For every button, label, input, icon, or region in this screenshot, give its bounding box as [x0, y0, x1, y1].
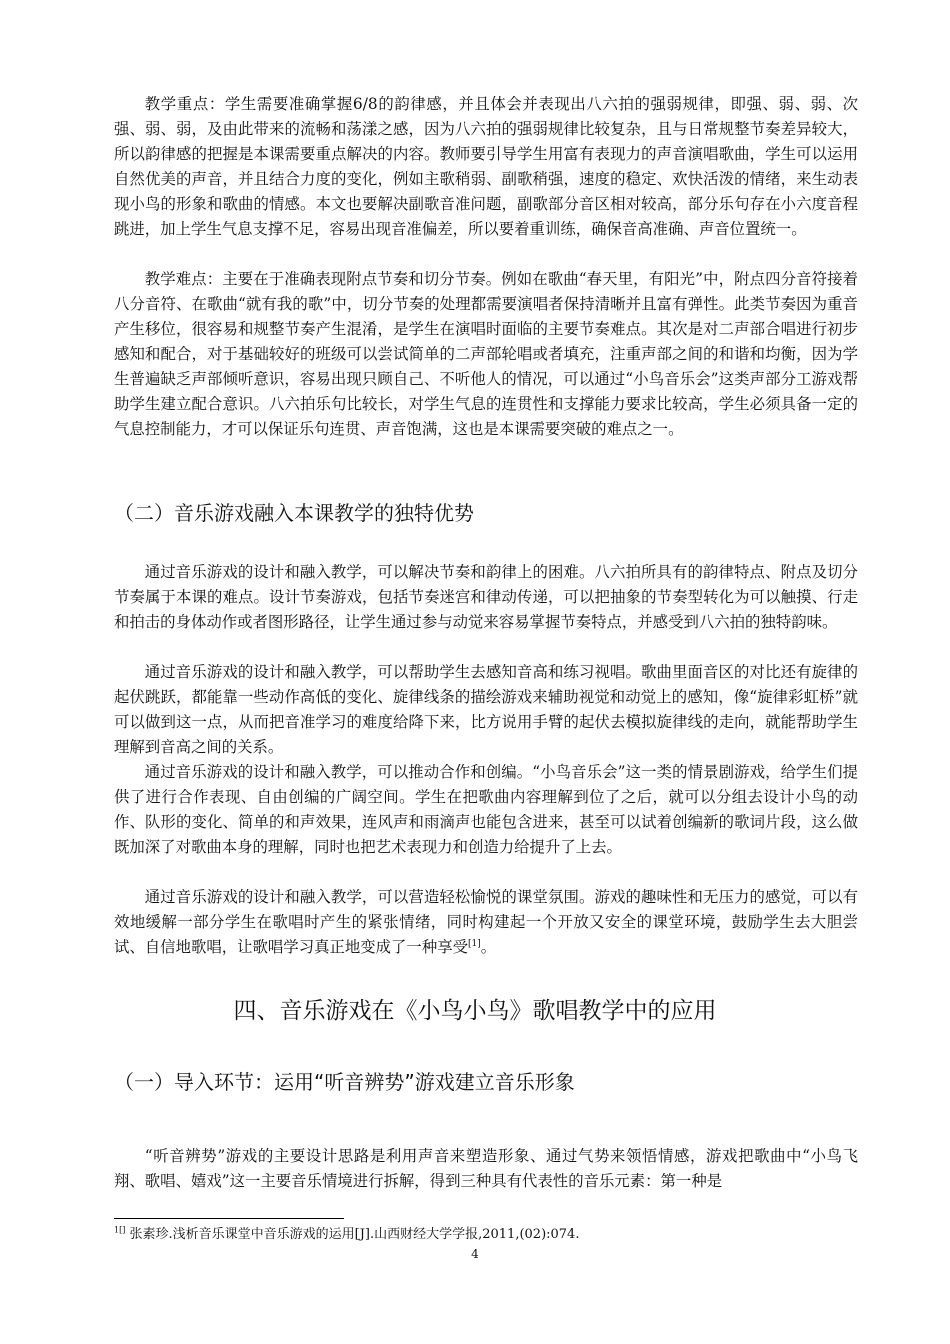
footnote: [114, 1226, 579, 1244]
paragraph-pitch-games: 通过音乐游戏的设计和融入教学，可以帮助学生去感知音高和练习视唱。歌曲里面音区的对比还有旋律的起伏跳跃，都能靠一些动作高低的变化、旋律线条的描绘游戏来辅助视觉和动觉上的感知，像“旋律彩虹桥”就可以做到这一点，从而把音准学习的难度给降下来，比方说用手臂的起伏去模拟旋律线的走向，就能帮助学生理解到音高之间的关系。: [114, 663, 858, 756]
paragraph-cooperation-games: 通过音乐游戏的设计和融入教学，可以推动合作和创编。“小鸟音乐会”这一类的情景剧游戏，给学生们提供了进行合作表现、自由创编的广阔空间。学生在把歌曲内容理解到位了之后，就可以分组去设计小鸟的动作、队形的变化、简单的和声效果，连风声和雨滴声也能包含进来，甚至可以试着创编新的歌词片段，这么做既加深了对歌曲本身的理解，同时也把艺术表现力和创造力给提升了上去。: [114, 763, 858, 856]
paragraph-rhythm-games: 通过音乐游戏的设计和融入教学，可以解决节奏和韵律上的困难。八六拍所具有的韵律特点、附点及切分节奏属于本课的难点。设计节奏游戏，包括节奏迷宫和律动传递，可以把抽象的节奏型转化为可以触摸、行走和拍击的身体动作或者图形路径，让学生通过参与动觉来容易掌握节奏特点，并感受到八六拍的独特韵味。: [114, 563, 858, 631]
paragraph-teaching-difficulty: 教学难点：主要在于准确表现附点节奏和切分节奏。例如在歌曲“春天里，有阳光”中，附点四分音符接着八分音符、在歌曲“就有我的歌”中，切分节奏的处理都需要演唱者保持清晰并且富有弹性。此类节奏因为重音产生移位，很容易和规整节奏产生混淆，是学生在演唱时面临的主要节奏难点。其次是对二声部合唱进行初步感知和配合，对于基础较好的班级可以尝试简单的二声部轮唱或者填充，注重声部之间的和谐和均衡，因为学生普遍缺乏声部倾听意识，容易出现只顾自己、不听他人的情况，可以通过“小鸟音乐会”这类声部分工游戏帮助学生建立配合意识。八六拍乐句比较长，对学生气息的连贯性和支撑能力要求比较高，学生必须具备一定的气息控制能力，才可以保证乐句连贯、声音饱满，这也是本课需要突破的难点之一。: [114, 270, 858, 438]
citation-mark: [1]: [468, 938, 481, 949]
footnote-text: 张素珍.浅析音乐课堂中音乐游戏的运用[J].山西财经大学学报,2011,(02):074.: [129, 1227, 580, 1242]
page-number: 4: [471, 1247, 479, 1261]
chapter-heading: 四、音乐游戏在《小鸟小鸟》歌唱教学中的应用: [233, 998, 717, 1024]
section-heading-intro-stage: （一）导入环节：运用“听音辨势”游戏建立音乐形象: [114, 1070, 575, 1094]
footnote-divider: [114, 1218, 344, 1219]
paragraph-listen-game: “听音辨势”游戏的主要设计思路是利用声音来塑造形象、通过气势来领悟情感，游戏把歌曲中“小鸟飞翔、歌唱、嬉戏”这一主要音乐情境进行拆解，得到三种具有代表性的音乐元素：第一种是: [114, 1147, 858, 1190]
paragraph-end-punct: 。: [480, 938, 497, 956]
section-heading-advantages: （二）音乐游戏融入本课教学的独特优势: [114, 501, 474, 525]
footnote-mark: 1[]: [114, 1225, 126, 1235]
paragraph-atmosphere-text: 通过音乐游戏的设计和融入教学，可以营造轻松愉悦的课堂氛围。游戏的趣味性和无压力的感觉，可以有效地缓解一部分学生在歌唱时产生的紧张情绪，同时构建起一个开放又安全的课堂环境，鼓励学生去大胆尝试、自信地歌唱，让歌唱学习真正地变成了一种享受: [114, 888, 858, 956]
paragraph-atmosphere: [114, 885, 858, 960]
paragraph-teaching-focus: 教学重点：学生需要准确掌握6/8的韵律感，并且体会并表现出八六拍的强弱规律，即强、弱、弱、次强、弱、弱，及由此带来的流畅和荡漾之感，因为八六拍的强弱规律比较复杂，且与日常规整节奏差异较大，所以韵律感的把握是本课需要重点解决的内容。教师要引导学生用富有表现力的声音演唱歌曲，学生可以运用自然优美的声音，并且结合力度的变化，例如主歌稍弱、副歌稍强，速度的稳定、欢快活泼的情绪，来生动表现小鸟的形象和歌曲的情感。本文也要解决副歌音准问题，副歌部分音区相对较高，部分乐句存在小六度音程跳进，加上学生气息支撑不足，容易出现音准偏差，所以要着重训练，确保音高准确、声音位置统一。: [114, 95, 858, 238]
